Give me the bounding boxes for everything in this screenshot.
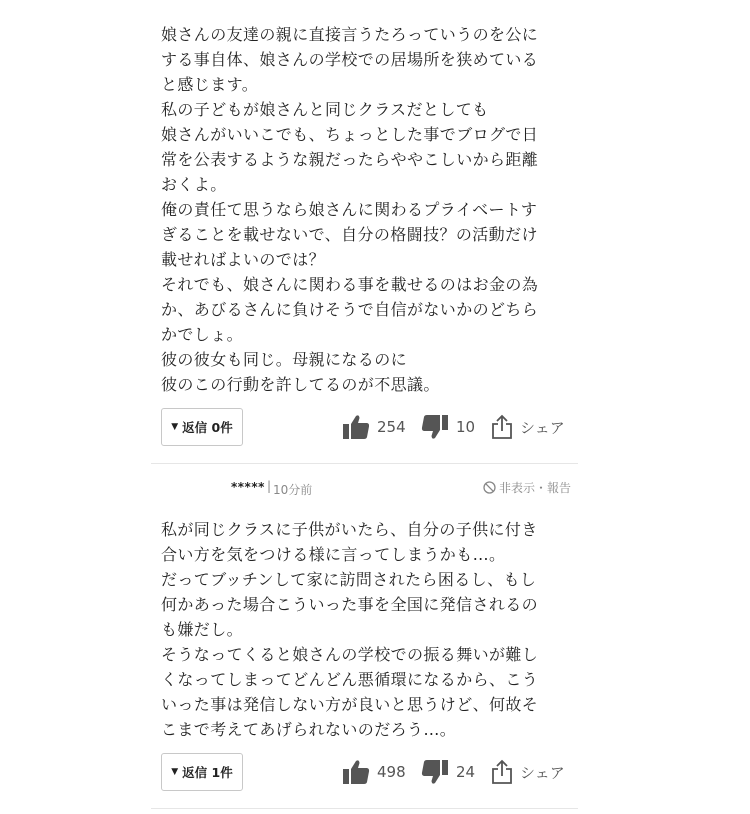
share-icon (491, 759, 513, 785)
comment-text-line: 載せればよいのでは？ (161, 250, 326, 269)
comment-text-line: も嫌だし。 (161, 620, 244, 639)
comment-text-line: 彼の彼女も同じ。母親になるのに (161, 350, 408, 369)
comment-text-line: 娘さんがいいこでも、ちょっとした事でブログで日 (161, 125, 539, 144)
hide-report-label: 非表示・報告 (498, 481, 571, 495)
comment-text-line: そうなってくると娘さんの学校での振る舞いが難し (161, 645, 539, 664)
comment-2-body (161, 517, 566, 742)
reply-count-label: 返信 1件 (182, 765, 233, 780)
comment-text-line: 合い方を気をつける様に言ってしまうかも…。 (161, 545, 506, 564)
comment-text-line: 私が同じクラスに子供がいたら、自分の子供に付き (161, 520, 538, 539)
comment-text-line: ぎることを載せないで、自分の格闘技？の活動だけ (161, 225, 538, 244)
like-button[interactable] (342, 412, 406, 442)
thumbs-up-icon (342, 759, 370, 785)
comment-text-line: おくよ。 (161, 175, 227, 194)
comment-text-line: 彼のこの行動を許してるのが不思議。 (161, 375, 440, 394)
comment-2-actions (161, 753, 568, 795)
comment-text-line: だってブッチンして家に訪問されたら困るし、もし (161, 570, 537, 589)
thumbs-down-icon (421, 414, 449, 440)
comment-1-actions (161, 408, 568, 450)
share-button[interactable] (491, 412, 565, 442)
hide-report-link[interactable] (483, 479, 571, 496)
comment-text-line: 常を公表するような親だったらややこしいから距離 (161, 150, 539, 169)
comment-text-line: か、あびるさんに負けそうで自信がないかのどちら (161, 300, 539, 319)
thumbs-down-icon (421, 759, 449, 785)
dislike-count: 10 (456, 418, 476, 436)
dislike-button[interactable] (421, 412, 475, 442)
triangle-down-icon: ▼ (171, 422, 179, 432)
thumbs-up-icon (342, 414, 370, 440)
comment-text-line: と感じます。 (161, 75, 259, 94)
dislike-count: 24 (456, 763, 476, 781)
block-icon (483, 481, 496, 494)
comment-text-line: 俺の責任て思うなら娘さんに関わるプライベートす (161, 200, 538, 219)
share-icon (491, 414, 513, 440)
like-count: 254 (377, 418, 406, 436)
comment-1-body (161, 22, 566, 397)
comment-text-line: 私の子どもが娘さんと同じクラスだとしても (161, 100, 489, 119)
comment-text-line: それでも、娘さんに関わる事を載せるのはお金の為 (161, 275, 539, 294)
comment-2-header (151, 478, 578, 498)
post-time: 10分前 (273, 483, 313, 497)
comment-text-line: かでしょ。 (161, 325, 244, 344)
comment-text-line: こまで考えてあげられないのだろう…。 (161, 720, 457, 739)
reply-toggle-button[interactable] (161, 753, 243, 791)
triangle-down-icon: ▼ (171, 767, 179, 777)
comment-divider (151, 463, 578, 464)
comment-text-line: いった事は発信しない方が良いと思うけど、何故そ (161, 695, 539, 714)
like-count: 498 (377, 763, 406, 781)
header-separator: | (267, 479, 272, 493)
comment-text-line: する事自体、娘さんの学校での居場所を狭めている (161, 50, 539, 69)
share-label: シェア (520, 763, 565, 782)
reply-toggle-button[interactable] (161, 408, 243, 446)
comment-text-line: くなってしまってどんどん悪循環になるから、こう (161, 670, 539, 689)
share-label: シェア (520, 418, 565, 437)
user-name[interactable]: ***** (231, 480, 265, 494)
comment-text-line: 娘さんの友達の親に直接言うたろっていうのを公に (161, 25, 539, 44)
dislike-button[interactable] (421, 757, 475, 787)
comment-divider (151, 808, 578, 809)
comment-column (151, 0, 578, 814)
comment-text-line: 何かあった場合こういった事を全国に発信されるの (161, 595, 539, 614)
reply-count-label: 返信 0件 (182, 420, 233, 435)
share-button[interactable] (491, 757, 565, 787)
like-button[interactable] (342, 757, 406, 787)
